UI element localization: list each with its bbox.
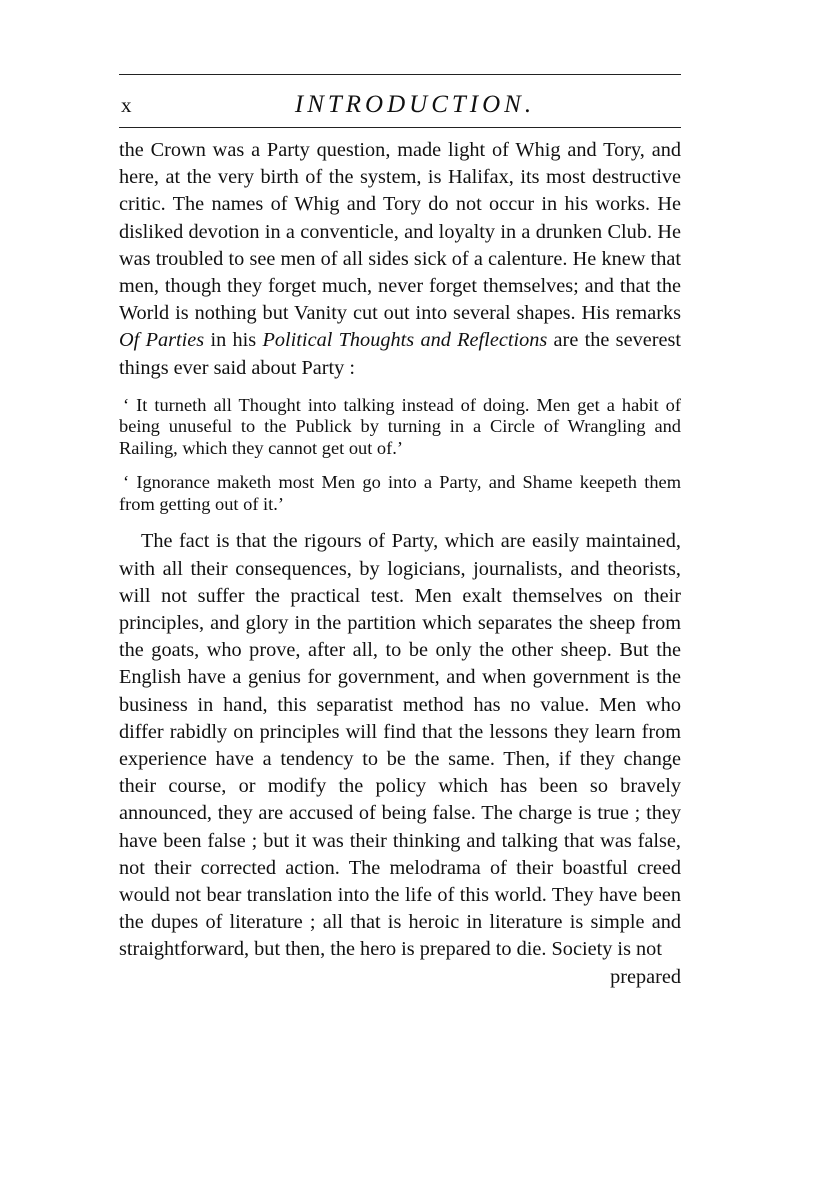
book-page <box>119 74 681 991</box>
paragraph-text: in his <box>204 329 263 352</box>
paragraph-text: the Crown was a Party question, made light of Whig and Tory, and here, at the very birth of the system, is Halifax, its most destructive critic. The names of Whig and Tory do not occur in his works. He disliked devotion in a conventicle, and loyalty in a drunken Club. He was troubled to see men of all sides sick of a calenture. He knew that men, though they forget much, never forget themselves; and that the World is nothing but Vanity cut out into several shapes. His remarks <box>119 139 681 325</box>
paragraph-2: The fact is that the rigours of Party, which are easily maintained, with all their consequences, by logicians, journalists, and theorists, will not suffer the practical test. Men exalt themselves on their principles, and glory in the partition which separates the sheep from the goats, who prove, after all, to be only the other sheep. But the English have a genius for government, and when government is the business in hand, this separatist method has no value. Men who differ rabidly on principles will find that the lessons they learn from experience have a tendency to be the same. Then, if they change their course, or modify the policy which has been so bravely announced, they are accused of being false. The charge is true ; they have been false ; but it was their thinking and talking that was false, not their corrected action. The melodrama of their boastful creed would not bear translation into the life of this world. They have been the dupes of literature ; all that is heroic in literature is simple and straightforward, but then, the hero is prepared to die. Society is not <box>119 530 681 961</box>
block-quote-2: ‘ Ignorance maketh most Men go into a Party, and Shame keepeth them from getting out of it.’ <box>119 472 681 514</box>
italic-title-of-parties: Of Parties <box>119 329 205 352</box>
paragraph-text: are the severest things ever said about Party : <box>119 329 681 379</box>
running-head <box>119 89 681 125</box>
header-top-rule <box>119 74 681 75</box>
header-bottom-rule <box>119 127 681 128</box>
italic-title-political-thoughts: Political Thoughts and Reflections <box>262 329 548 352</box>
running-title: INTRODUCTION. <box>294 91 536 118</box>
page-number: x <box>121 93 133 117</box>
catchword: prepared <box>610 965 681 988</box>
block-quote-1: ‘ It turneth all Thought into talking instead of doing. Men get a habit of being unuseful to the Publick by turning in a Circle of Wrangling and Railing, which they cannot get out of.’ <box>119 394 681 458</box>
paragraph-continued <box>119 137 681 382</box>
